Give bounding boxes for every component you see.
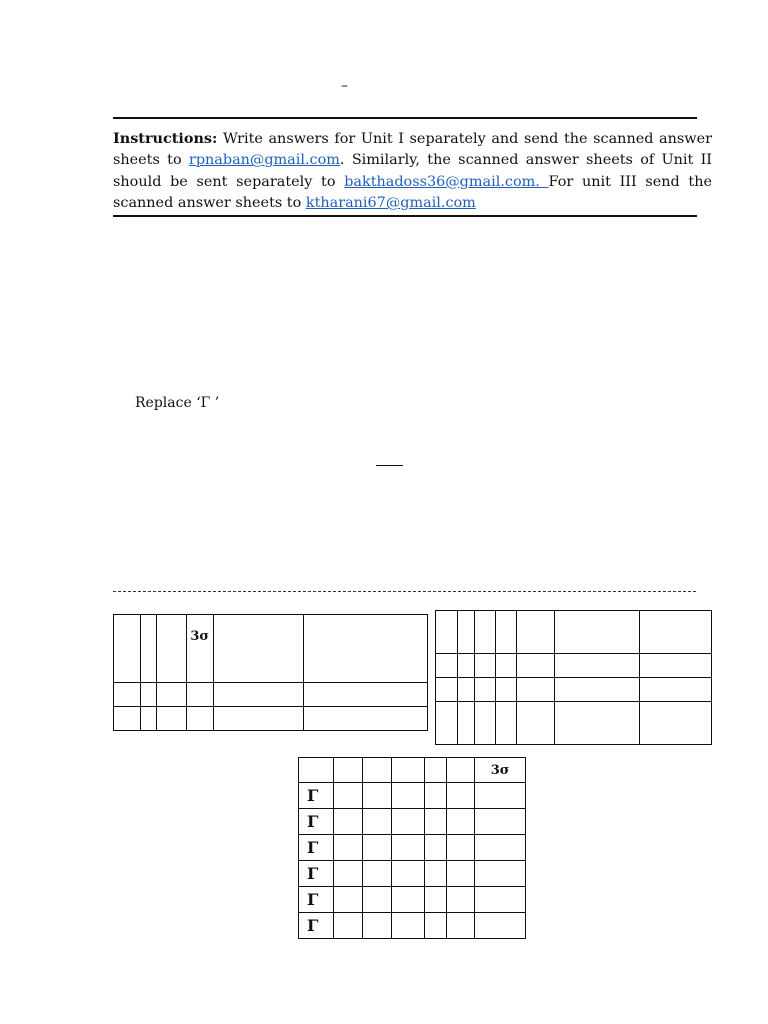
table-cell	[362, 861, 391, 887]
table-cell	[447, 783, 475, 809]
table-cell	[156, 683, 186, 707]
table-cell	[333, 913, 362, 939]
table-cell	[640, 678, 712, 702]
sigma-header: 3σ	[186, 615, 213, 683]
table-cell	[140, 683, 156, 707]
table-cell	[475, 913, 526, 939]
table-cell	[391, 809, 425, 835]
table-cell	[447, 913, 475, 939]
table-cell	[640, 611, 712, 654]
table-cell	[554, 702, 640, 745]
table-cell	[186, 683, 213, 707]
table-cell	[213, 615, 304, 683]
gamma-row-label: Γ	[299, 913, 334, 939]
table-cell	[640, 702, 712, 745]
table-cell	[140, 707, 156, 731]
fraction-line	[376, 465, 403, 466]
table-cell	[474, 654, 495, 678]
table-cell	[333, 809, 362, 835]
table-cell	[475, 809, 526, 835]
table-cell	[516, 678, 554, 702]
table-cell	[475, 887, 526, 913]
table-cell	[391, 758, 425, 783]
table-cell	[333, 835, 362, 861]
gamma-row-label: Γ	[299, 861, 334, 887]
table-cell	[554, 654, 640, 678]
table-cell	[447, 809, 475, 835]
table-cell	[436, 702, 458, 745]
table-cell	[362, 913, 391, 939]
table-cell	[457, 702, 474, 745]
table-cell	[391, 913, 425, 939]
gamma-row-label: Γ	[299, 783, 334, 809]
top-rule	[113, 117, 697, 119]
table-cell	[362, 835, 391, 861]
bottom-rule	[113, 215, 697, 217]
email-link-unit-3[interactable]: ktharani67@gmail.com	[305, 194, 476, 211]
table-cell	[391, 887, 425, 913]
table-cell	[304, 683, 428, 707]
instructions-text-3: For unit III send the scanned answer sheets to	[113, 173, 712, 211]
table-cell	[299, 758, 334, 783]
table-cell	[391, 783, 425, 809]
table-cell	[457, 678, 474, 702]
table-cell	[333, 783, 362, 809]
table-cell	[554, 678, 640, 702]
table-cell	[213, 707, 304, 731]
table-cell	[333, 861, 362, 887]
table-cell	[475, 835, 526, 861]
email-link-unit-1[interactable]: rpnaban@gmail.com	[188, 152, 340, 169]
bottom-table	[298, 757, 526, 939]
table-cell	[475, 861, 526, 887]
table-cell	[333, 758, 362, 783]
table-cell	[391, 835, 425, 861]
gamma-row-label: Γ	[299, 887, 334, 913]
table-cell	[516, 702, 554, 745]
table-cell	[304, 615, 428, 683]
gamma-row-label: Γ	[299, 835, 334, 861]
table-cell	[436, 611, 458, 654]
table-cell	[425, 809, 447, 835]
table-cell	[362, 887, 391, 913]
right-table	[435, 610, 712, 745]
table-cell	[425, 835, 447, 861]
table-cell	[516, 611, 554, 654]
table-cell	[362, 758, 391, 783]
header-dash: –	[341, 78, 348, 94]
table-cell	[425, 887, 447, 913]
email-link-unit-2[interactable]: bakthadoss36@gmail.com.	[344, 173, 549, 190]
table-cell	[425, 913, 447, 939]
instructions-text-2: . Similarly, the scanned answer sheets of Unit II should be sent separately to	[113, 152, 712, 190]
table-cell	[436, 678, 458, 702]
table-cell	[362, 809, 391, 835]
table-cell	[156, 615, 186, 683]
table-cell	[304, 707, 428, 731]
table-cell	[140, 615, 156, 683]
table-cell	[495, 678, 516, 702]
table-cell	[495, 611, 516, 654]
table-cell	[474, 611, 495, 654]
table-cell	[114, 683, 141, 707]
table-cell	[475, 783, 526, 809]
table-cell	[114, 615, 141, 683]
left-table	[113, 614, 428, 731]
dashed-separator	[113, 591, 696, 592]
table-cell	[213, 683, 304, 707]
table-cell	[447, 758, 475, 783]
table-cell	[447, 835, 475, 861]
table-cell	[474, 702, 495, 745]
table-cell	[495, 654, 516, 678]
table-cell	[156, 707, 186, 731]
table-cell	[457, 611, 474, 654]
table-cell	[640, 654, 712, 678]
gamma-row-label: Γ	[299, 809, 334, 835]
table-cell	[114, 707, 141, 731]
instructions-text-1: Write answers for Unit I separately and send the scanned answer sheets to	[113, 131, 712, 169]
replace-text: Replace ‘Γ ’	[135, 395, 220, 411]
table-cell	[425, 861, 447, 887]
table-cell	[474, 678, 495, 702]
table-cell	[425, 783, 447, 809]
instructions-paragraph	[113, 128, 712, 214]
table-cell	[362, 783, 391, 809]
table-cell	[425, 758, 447, 783]
table-cell	[447, 887, 475, 913]
sigma-header: 3σ	[475, 758, 526, 783]
table-cell	[447, 861, 475, 887]
table-cell	[186, 707, 213, 731]
table-cell	[554, 611, 640, 654]
table-cell	[495, 702, 516, 745]
table-cell	[516, 654, 554, 678]
instructions-label: Instructions:	[113, 130, 218, 147]
table-cell	[333, 887, 362, 913]
table-cell	[391, 861, 425, 887]
table-cell	[436, 654, 458, 678]
table-cell	[457, 654, 474, 678]
